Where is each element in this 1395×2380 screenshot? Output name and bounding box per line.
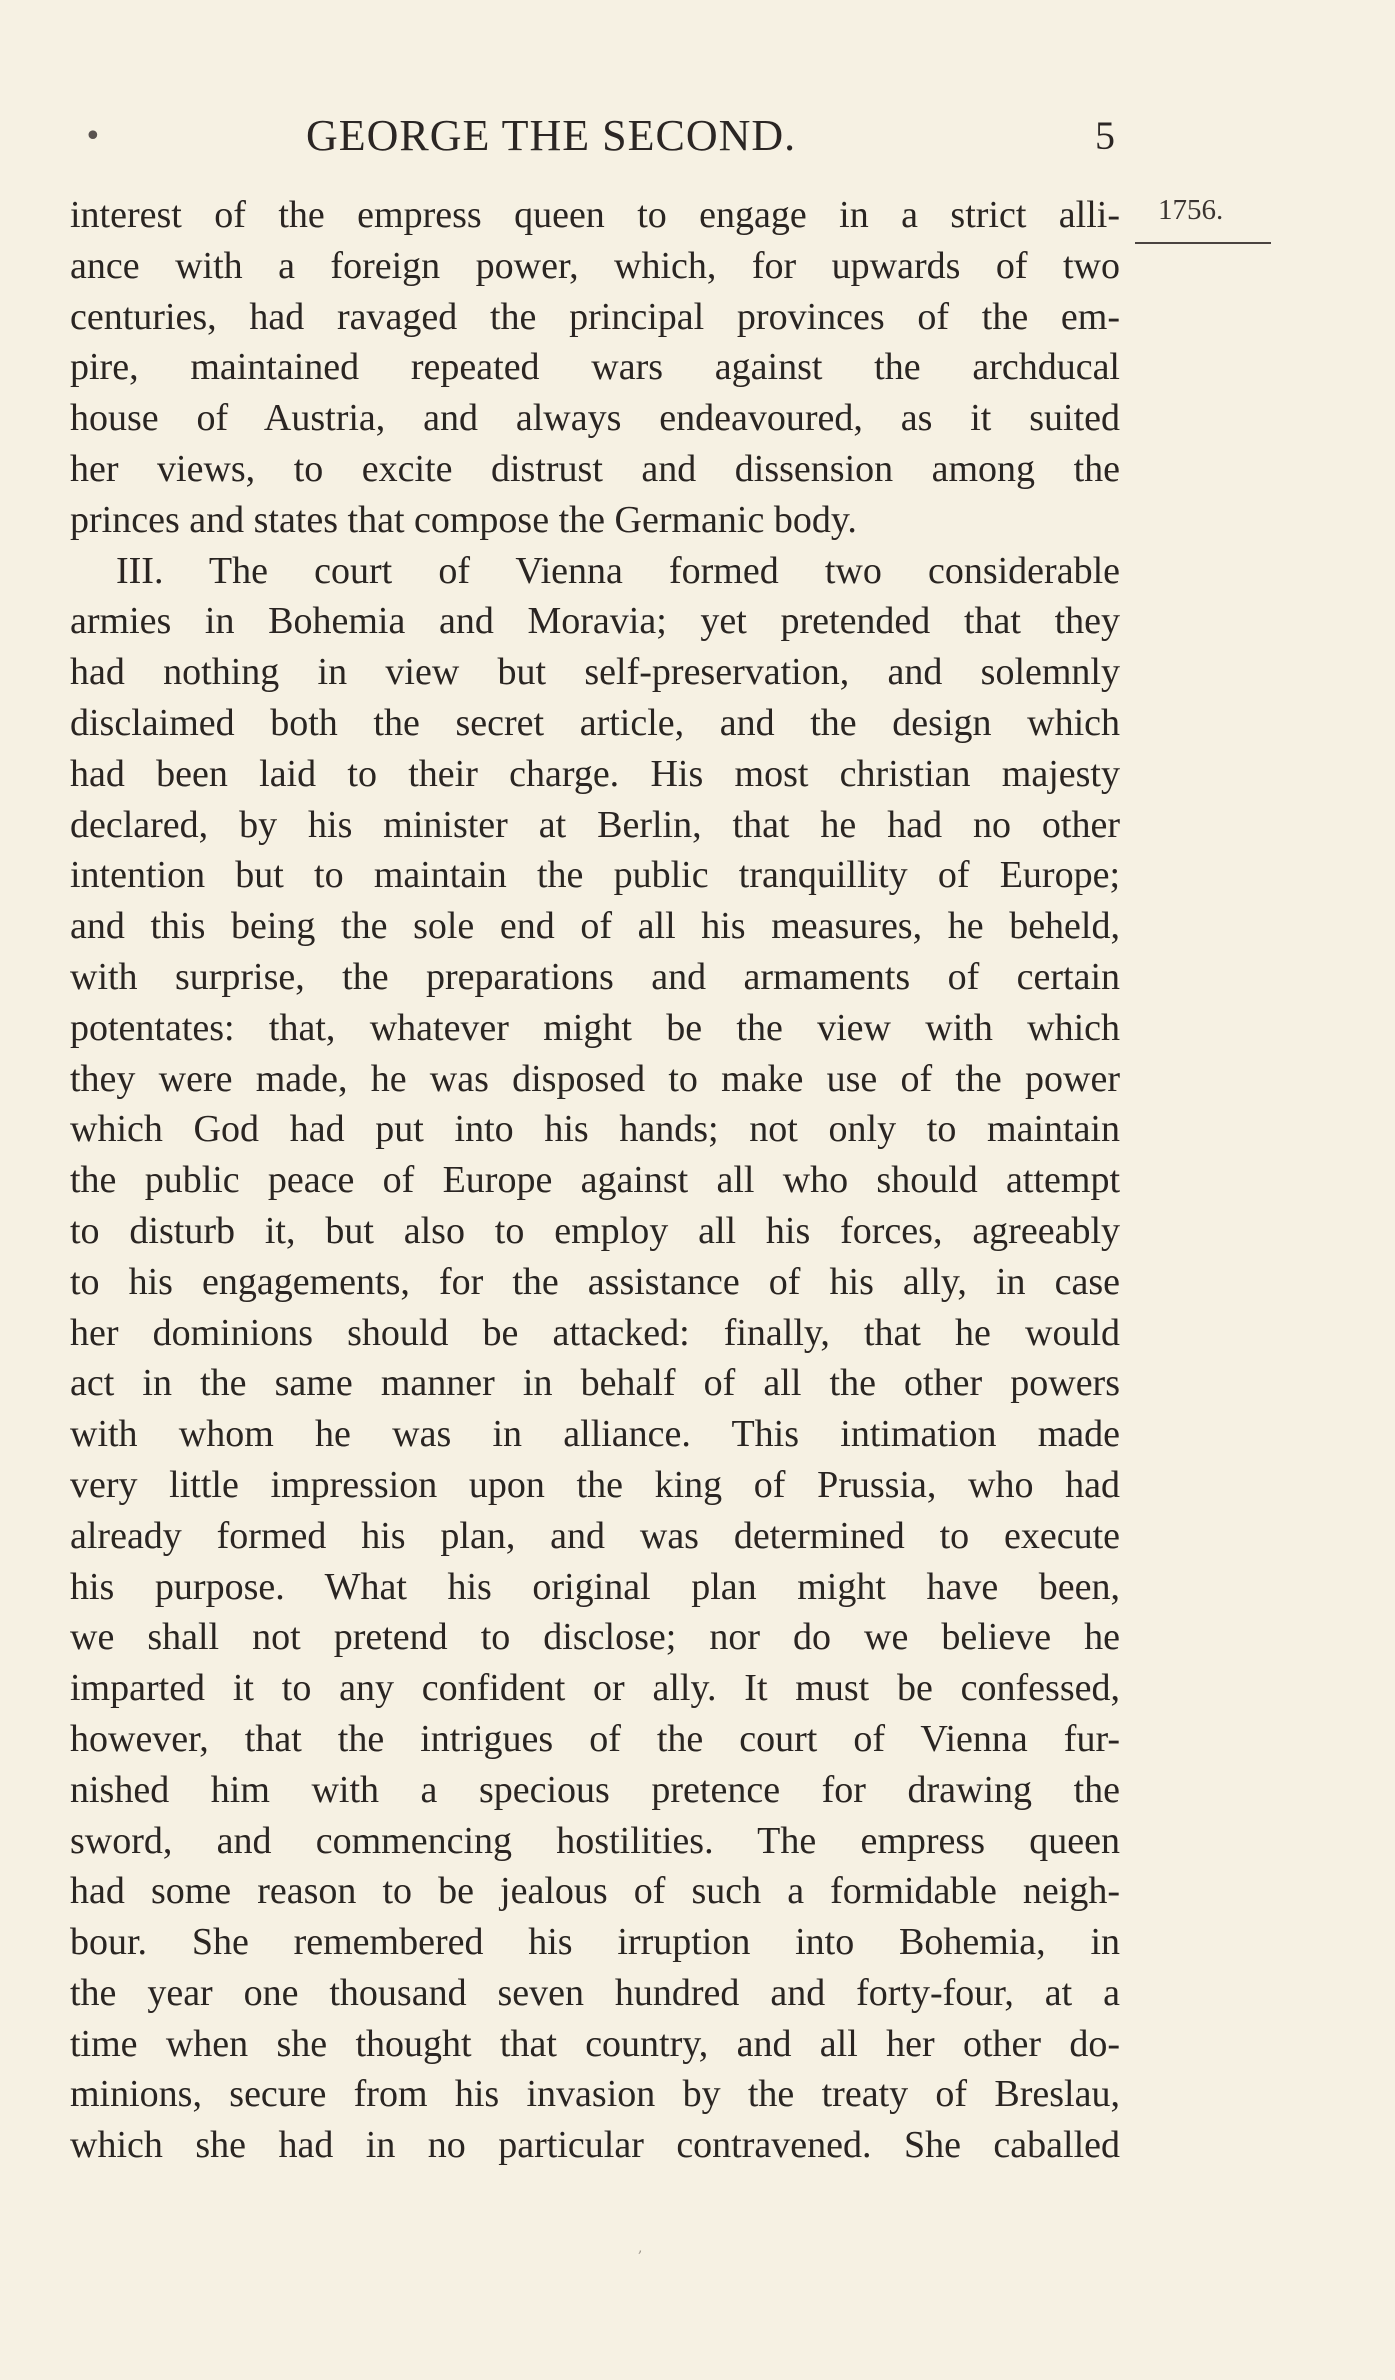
text-line: to disturb it, but also to employ all his forces, agreeably xyxy=(70,1209,1120,1252)
text-line: imparted it to any confident or ally. It must be confessed, xyxy=(70,1667,1120,1710)
text-line: they were made, he was disposed to make use of the power xyxy=(70,1057,1120,1100)
text-line: time when she thought that country, and all her other do- xyxy=(70,2022,1120,2065)
text-line: armies in Bohemia and Moravia; yet pretended that they xyxy=(70,600,1120,643)
paper-speck: , xyxy=(638,2240,643,2256)
text-line: minions, secure from his invasion by the treaty of Breslau, xyxy=(70,2073,1120,2116)
body-text xyxy=(70,190,1120,2171)
margin-year-note: 1756. xyxy=(1158,194,1224,226)
text-line: interest of the empress queen to engage in a strict alli- xyxy=(70,194,1120,236)
text-line: with whom he was in alliance. This intimation made xyxy=(70,1413,1120,1456)
text-line: sword, and commencing hostilities. The empress queen xyxy=(70,1819,1120,1862)
text-line: to his engagements, for the assistance of his ally, in case xyxy=(70,1260,1120,1303)
text-line: her views, to excite distrust and dissension among the xyxy=(70,447,1120,490)
text-line: and this being the sole end of all his measures, he beheld, xyxy=(70,905,1120,948)
text-line: house of Austria, and always endeavoured, as it suited xyxy=(70,397,1120,440)
text-line: already formed his plan, and was determined to execute xyxy=(70,1514,1120,1557)
text-line: her dominions should be attacked: finally, that he would xyxy=(70,1311,1120,1354)
text-line: which she had in no particular contravened. She caballed xyxy=(70,2124,1120,2167)
text-line: intention but to maintain the public tranquillity of Europe; xyxy=(70,854,1120,897)
text-line: we shall not pretend to disclose; nor do we believe he xyxy=(70,1616,1120,1659)
page-number: 5 xyxy=(1095,113,1115,158)
text-line: bour. She remembered his irruption into Bohemia, in xyxy=(70,1921,1120,1964)
section-start-line: III. The court of Vienna formed two considerable xyxy=(116,549,1120,592)
text-line: the year one thousand seven hundred and forty-four, at a xyxy=(70,1971,1120,2014)
text-line: declared, by his minister at Berlin, that he had no other xyxy=(70,803,1120,846)
text-line: nished him with a specious pretence for drawing the xyxy=(70,1768,1120,1811)
text-line: with surprise, the preparations and armaments of certain xyxy=(70,955,1120,998)
text-line: had nothing in view but self-preservation, and solemnly xyxy=(70,651,1120,694)
text-line: the public peace of Europe against all who should attempt xyxy=(70,1159,1120,1202)
header-dot-mark: • xyxy=(84,119,102,154)
text-line: centuries, had ravaged the principal provinces of the em- xyxy=(70,295,1120,338)
text-line: which God had put into his hands; not only to maintain xyxy=(70,1108,1120,1151)
text-line: however, that the intrigues of the court of Vienna fur- xyxy=(70,1717,1120,1760)
text-line: his purpose. What his original plan might have been, xyxy=(70,1565,1120,1608)
running-title: GEORGE THE SECOND. xyxy=(306,111,797,160)
text-line: act in the same manner in behalf of all the other powers xyxy=(70,1362,1120,1405)
text-line: princes and states that compose the Germanic body. xyxy=(70,498,857,541)
margin-rule xyxy=(1135,242,1271,244)
text-line: ance with a foreign power, which, for upwards of two xyxy=(70,244,1120,287)
text-line: disclaimed both the secret article, and the design which xyxy=(70,701,1120,744)
text-line: had some reason to be jealous of such a formidable neigh- xyxy=(70,1870,1120,1913)
text-line: pire, maintained repeated wars against the archducal xyxy=(70,346,1120,389)
text-line: very little impression upon the king of Prussia, who had xyxy=(70,1463,1120,1506)
text-line: had been laid to their charge. His most christian majesty xyxy=(70,752,1120,795)
running-header xyxy=(70,108,1115,168)
text-line: potentates: that, whatever might be the view with which xyxy=(70,1006,1120,1049)
